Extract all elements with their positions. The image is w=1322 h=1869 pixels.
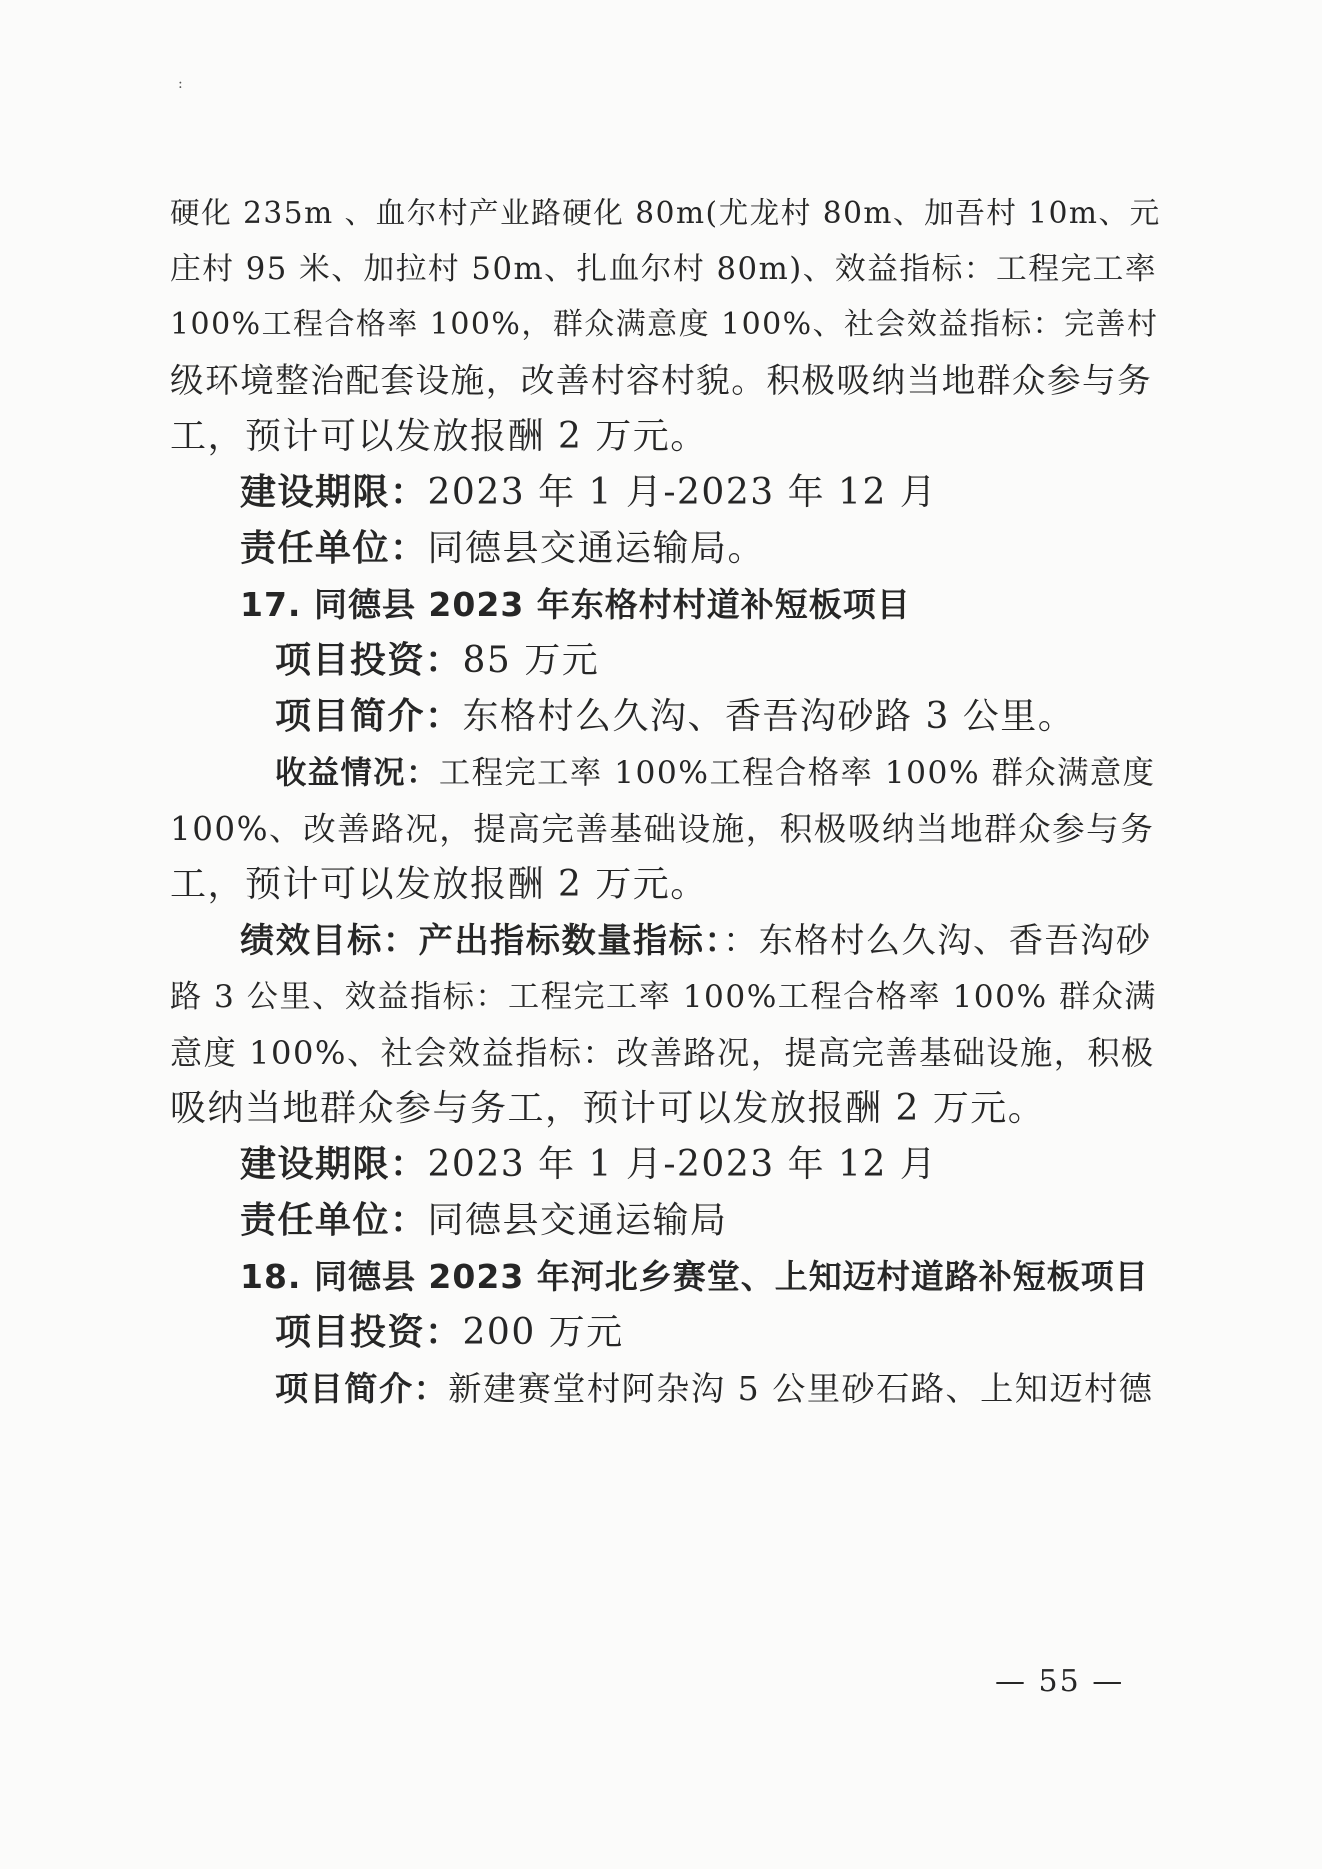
paragraph-line: 工，预计可以发放报酬 2 万元。 — [170, 864, 708, 905]
paragraph-line: 硬化 235m 、血尔村产业路硬化 80m(尤龙村 80m、加吾村 10m、元 — [170, 196, 1161, 230]
brief-line — [275, 696, 1075, 738]
brief-value: 新建赛堂村阿杂沟 5 公里砂石路、上知迈村德 — [448, 1369, 1154, 1408]
performance-value: ：东格村么久沟、香吾沟砂 — [722, 921, 1152, 961]
brief-value: 东格村么久沟、香吾沟砂路 3 公里。 — [462, 696, 1076, 737]
paragraph-line: 工，预计可以发放报酬 2 万元。 — [170, 416, 708, 457]
construction-period-label: 建设期限： — [240, 472, 428, 513]
investment-value: 85 万元 — [462, 640, 600, 681]
responsible-unit-label: 责任单位： — [240, 1200, 428, 1241]
construction-period-label: 建设期限： — [240, 1144, 428, 1185]
responsible-unit-line — [240, 1200, 728, 1242]
page-number: — 55 — — [995, 1664, 1125, 1699]
paragraph-line: 路 3 公里、效益指标：工程完工率 100%工程合格率 100% 群众满 — [170, 979, 1157, 1015]
responsible-unit-label: 责任单位： — [240, 528, 428, 569]
paragraph-line: 100%、改善路况，提高完善基础设施，积极吸纳当地群众参与务 — [170, 810, 1155, 848]
paragraph-line: 庄村 95 米、加拉村 50m、扎血尔村 80m)、效益指标：工程完工率 — [170, 251, 1158, 287]
brief-label: 项目简介： — [275, 696, 463, 737]
section-heading-17: 17. 同德县 2023 年东格村村道补短板项目 — [240, 585, 911, 624]
benefit-label: 收益情况： — [275, 755, 439, 791]
performance-label: 绩效目标：产出指标数量指标： — [240, 921, 723, 961]
paragraph-line: 吸纳当地群众参与务工，预计可以发放报酬 2 万元。 — [170, 1088, 1046, 1129]
investment-line — [275, 1312, 624, 1354]
performance-line — [240, 920, 1152, 962]
benefit-value: 工程完工率 100%工程合格率 100% 群众满意度 — [438, 755, 1156, 791]
investment-line — [275, 640, 599, 682]
brief-label: 项目简介： — [275, 1369, 449, 1408]
margin-mark: : — [178, 76, 183, 92]
paragraph-line: 100%工程合格率 100%，群众满意度 100%、社会效益指标：完善村 — [170, 307, 1159, 342]
construction-period-line — [240, 472, 937, 514]
responsible-unit-value: 同德县交通运输局 — [427, 1200, 728, 1241]
paragraph-line: 级环境整治配套设施，改善村容村貌。积极吸纳当地群众参与务 — [170, 361, 1153, 400]
investment-label: 项目投资： — [275, 640, 463, 681]
section-heading-18: 18. 同德县 2023 年河北乡赛堂、上知迈村道路补短板项目 — [240, 1257, 1149, 1296]
responsible-unit-line — [240, 528, 765, 570]
investment-value: 200 万元 — [462, 1312, 624, 1353]
construction-period-value: 2023 年 1 月-2023 年 12 月 — [427, 1144, 938, 1185]
benefit-line — [275, 752, 1155, 794]
investment-label: 项目投资： — [275, 1312, 463, 1353]
construction-period-line — [240, 1144, 937, 1186]
paragraph-line: 意度 100%、社会效益指标：改善路况，提高完善基础设施，积极 — [170, 1034, 1155, 1072]
responsible-unit-value: 同德县交通运输局。 — [427, 528, 766, 569]
construction-period-value: 2023 年 1 月-2023 年 12 月 — [427, 472, 938, 513]
brief-line — [275, 1368, 1153, 1410]
